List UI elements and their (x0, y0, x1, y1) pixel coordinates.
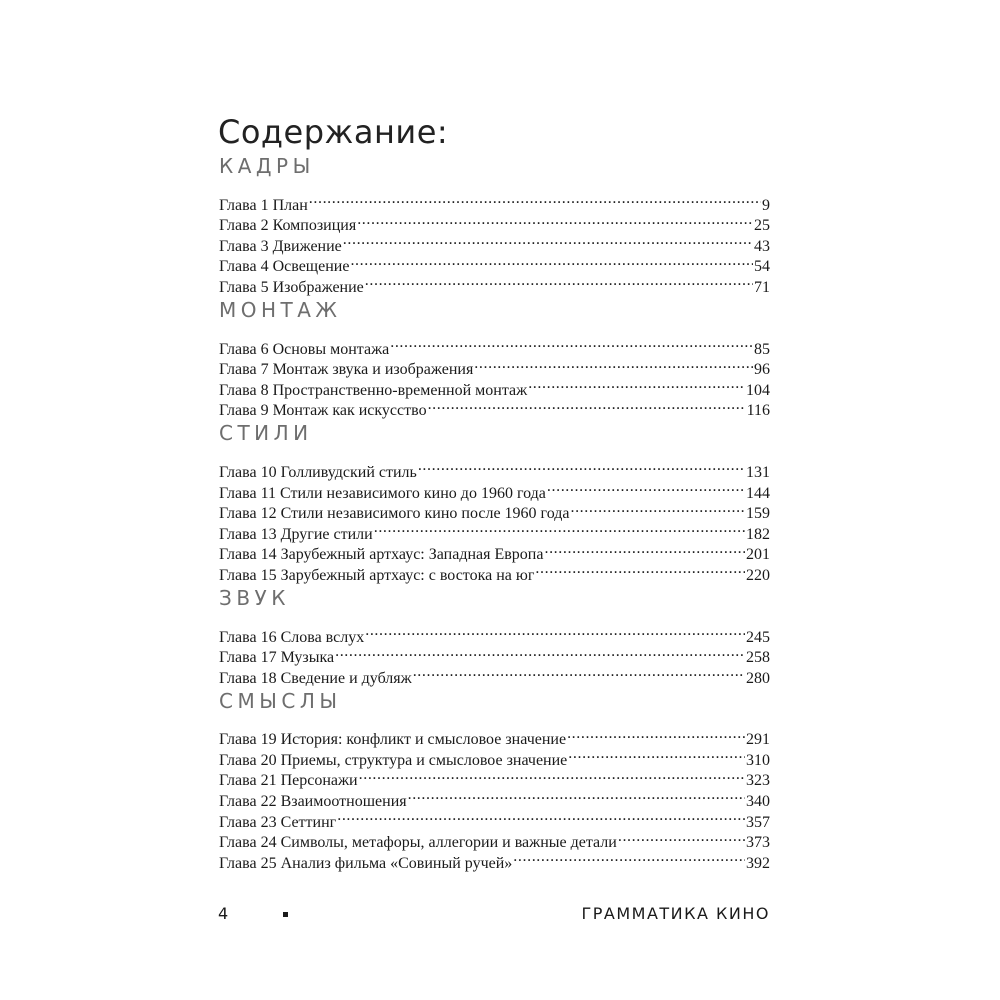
chapter-title: Глава 11 Стили независимого кино до 1960 года (219, 484, 546, 502)
chapter-title: Глава 13 Другие стили (219, 525, 373, 543)
chapter-title: Глава 15 Зарубежный артхаус: с востока на юг (219, 566, 535, 584)
chapter-title: Глава 18 Сведение и дубляж (219, 669, 412, 687)
page-number: 159 (746, 505, 770, 523)
toc-section-stili (219, 417, 770, 584)
chapter-title: Глава 4 Освещение (219, 258, 350, 276)
dot-leader (568, 744, 745, 765)
page-number: 43 (754, 237, 770, 255)
chapter-title: Глава 5 Изображение (219, 278, 364, 296)
dot-leader (359, 765, 745, 786)
toc-section-smysly (219, 685, 770, 872)
dot-leader (618, 827, 745, 848)
page-number: 220 (746, 566, 770, 584)
section-heading: СТИЛИ (219, 421, 313, 446)
chapter-title: Глава 12 Стили независимого кино после 1960 года (219, 505, 570, 523)
toc-section-kadry (219, 150, 770, 296)
page-number: 392 (746, 854, 770, 872)
dot-leader (528, 374, 745, 395)
chapter-title: Глава 7 Монтаж звука и изображения (219, 361, 474, 379)
dot-leader (374, 518, 745, 539)
chapter-title: Глава 21 Персонажи (219, 772, 358, 790)
dot-leader (570, 498, 745, 519)
dot-leader (513, 847, 745, 868)
chapter-title: Глава 20 Приемы, структура и смысловое значение (219, 751, 568, 769)
footer-page-number: 4 (218, 904, 229, 923)
page-title: Содержание: (218, 113, 449, 151)
dot-leader (335, 642, 745, 663)
chapter-title: Глава 9 Монтаж как искусство (219, 402, 427, 420)
page-number: 201 (746, 546, 770, 564)
footer-bullet (283, 912, 288, 917)
toc-entry[interactable] (219, 621, 770, 646)
dot-leader (567, 724, 745, 745)
chapter-title: Глава 25 Анализ фильма «Совиный ручей» (219, 854, 513, 872)
page-number: 245 (746, 628, 770, 646)
section-heading: СМЫСЛЫ (219, 688, 342, 713)
dot-leader (350, 251, 753, 272)
chapter-title: Глава 16 Слова вслух (219, 628, 365, 646)
dot-leader (337, 806, 745, 827)
page-number: 116 (746, 402, 770, 420)
dot-leader (357, 210, 753, 231)
dot-leader (428, 395, 746, 416)
dot-leader (309, 189, 761, 210)
page-number: 258 (746, 649, 770, 667)
dot-leader (474, 354, 753, 375)
dot-leader (547, 477, 745, 498)
page-number: 280 (746, 669, 770, 687)
chapter-title: Глава 23 Сеттинг (219, 813, 337, 831)
chapter-title: Глава 3 Движение (219, 237, 342, 255)
page-number: 54 (754, 258, 770, 276)
page-number: 323 (746, 772, 770, 790)
toc-section-montazh (219, 294, 770, 420)
dot-leader (365, 621, 745, 642)
toc-section-zvuk (219, 582, 770, 687)
chapter-title: Глава 17 Музыка (219, 649, 335, 667)
page-number: 25 (754, 217, 770, 235)
page-number: 104 (746, 381, 770, 399)
dot-leader (365, 271, 753, 292)
chapter-title: Глава 10 Голливудский стиль (219, 463, 417, 481)
section-heading: КАДРЫ (219, 154, 315, 178)
toc-entry[interactable] (219, 333, 770, 358)
toc-entry[interactable] (219, 724, 770, 749)
page-number: 310 (746, 751, 770, 769)
dot-leader (418, 456, 745, 477)
dot-leader (544, 539, 745, 560)
page-number: 71 (754, 278, 770, 296)
chapter-title: Глава 8 Пространственно-временной монтаж (219, 381, 528, 399)
page-number: 96 (754, 361, 770, 379)
dot-leader (413, 662, 745, 683)
dot-leader (390, 333, 753, 354)
chapter-title: Глава 22 Взаимоотношения (219, 793, 407, 811)
page-number: 85 (754, 340, 770, 358)
page-number: 340 (746, 793, 770, 811)
page-number: 373 (746, 834, 770, 852)
dot-leader (343, 230, 753, 251)
table-of-contents (219, 150, 770, 872)
section-heading: МОНТАЖ (219, 297, 342, 322)
chapter-title: Глава 19 История: конфликт и смысловое значение (219, 731, 567, 749)
toc-entry[interactable] (219, 456, 770, 481)
page-number: 357 (746, 813, 770, 831)
dot-leader (408, 785, 745, 806)
chapter-title: Глава 24 Символы, метафоры, аллегории и важные детали (219, 834, 617, 852)
page-number: 131 (746, 463, 770, 481)
page-number: 291 (746, 731, 770, 749)
footer-book-title: ГРАММАТИКА КИНО (581, 904, 770, 923)
chapter-title: Глава 2 Композиция (219, 217, 357, 235)
chapter-title: Глава 6 Основы монтажа (219, 340, 390, 358)
toc-entry[interactable] (219, 189, 770, 214)
section-heading: ЗВУК (219, 585, 290, 610)
dot-leader (535, 559, 745, 580)
page-number: 9 (762, 196, 770, 214)
page-number: 144 (746, 484, 770, 502)
chapter-title: Глава 1 План (219, 196, 308, 214)
page-number: 182 (746, 525, 770, 543)
chapter-title: Глава 14 Зарубежный артхаус: Западная Европа (219, 546, 544, 564)
